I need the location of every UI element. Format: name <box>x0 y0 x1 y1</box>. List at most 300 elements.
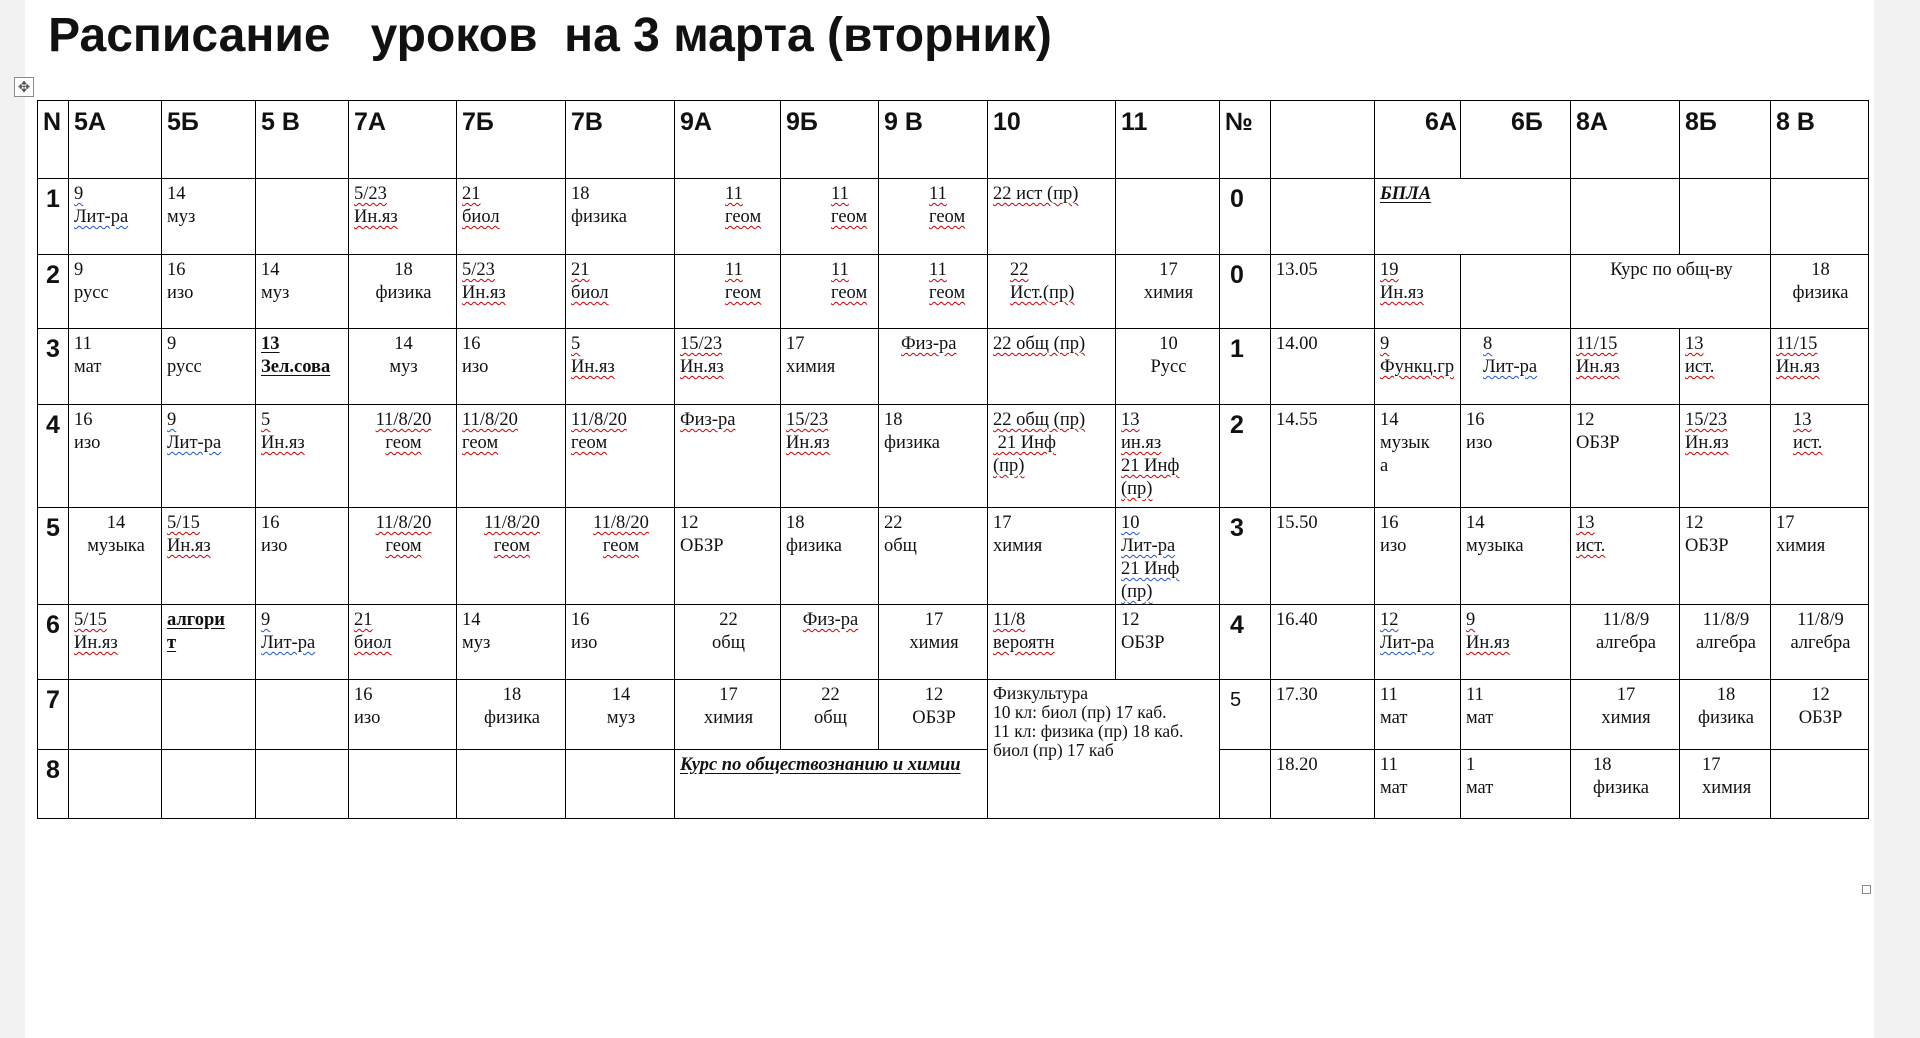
cell-text: 15/23 Ин.яз <box>786 410 830 453</box>
cell-text: 8 Лит-ра <box>1482 334 1538 377</box>
schedule-cell <box>457 329 566 405</box>
schedule-cell <box>1116 255 1220 329</box>
column-header <box>69 101 162 179</box>
cell-text: 10 Русс <box>1150 334 1187 377</box>
cell-text: 17 химия <box>786 334 836 377</box>
column-header <box>1375 101 1461 179</box>
schedule-cell <box>566 405 675 508</box>
cell-text: 5/23 Ин.яз <box>462 260 506 303</box>
cell-text: 9 русс <box>167 334 202 377</box>
cell-text: 22 общ (пр) 21 Инф (пр) <box>993 410 1086 476</box>
lesson-number <box>38 179 69 255</box>
second-shift-number <box>1220 680 1271 750</box>
time-label: 16.40 <box>1276 610 1318 630</box>
time-label: 14.00 <box>1276 334 1318 354</box>
cell-text: 16 изо <box>354 685 381 728</box>
cell-text: 5 Ин.яз <box>261 410 305 453</box>
schedule-cell <box>1375 329 1461 405</box>
lesson-number-label: 5 <box>46 514 60 542</box>
lesson-number-label: 2 <box>46 261 60 289</box>
schedule-cell <box>1770 680 1868 750</box>
cell-text: 18 физика <box>571 184 628 227</box>
cell-text: 11 геом <box>831 260 868 303</box>
column-header-label: 10 <box>993 108 1021 136</box>
schedule-cell <box>675 680 781 750</box>
cell-text: 18 физика <box>786 513 843 556</box>
course-merged-cell <box>1375 179 1571 255</box>
cell-text: 13 ист. <box>1684 334 1715 377</box>
cell-text: 17 химия <box>1601 685 1651 728</box>
schedule-cell <box>1770 255 1868 329</box>
table-row <box>38 329 1869 405</box>
column-header-label: 9А <box>680 108 712 136</box>
cell-text: 13 ин.яз 21 Инф (пр) <box>1121 410 1180 499</box>
cell-text: 17 химия <box>1701 755 1752 798</box>
schedule-cell <box>675 329 781 405</box>
cell-text: БПЛА <box>1380 184 1432 204</box>
cell-text: 18 физика <box>1697 685 1754 728</box>
schedule-cell <box>162 405 256 508</box>
second-shift-number <box>1220 405 1271 508</box>
schedule-cell <box>1116 179 1220 255</box>
cell-text: 15/23 Ин.яз <box>680 334 724 377</box>
schedule-cell <box>1679 405 1770 508</box>
lesson-number-label: 6 <box>46 611 60 639</box>
schedule-cell <box>162 605 256 680</box>
cell-text: 22 общ <box>884 513 917 556</box>
cell-text: 14 муз <box>167 184 196 227</box>
cell-text: 14 музык а <box>1380 410 1430 476</box>
table-resize-handle[interactable] <box>1862 885 1871 894</box>
second-shift-number <box>1220 179 1271 255</box>
schedule-cell <box>781 508 879 605</box>
cell-text: 17 химия <box>909 610 959 653</box>
cell-text: 14 музыка <box>87 513 145 556</box>
schedule-cell <box>256 508 349 605</box>
cell-text: 22 общ <box>814 685 847 728</box>
cell-text: 21 биол <box>462 184 500 227</box>
schedule-cell <box>1460 750 1570 819</box>
schedule-table <box>37 100 1869 819</box>
schedule-cell <box>69 680 162 750</box>
schedule-cell <box>1770 405 1868 508</box>
cell-text: 16 изо <box>1380 513 1407 556</box>
schedule-cell <box>162 508 256 605</box>
schedule-cell <box>349 680 457 750</box>
schedule-cell <box>781 255 879 329</box>
schedule-cell <box>256 255 349 329</box>
schedule-cell <box>457 750 566 819</box>
schedule-cell <box>349 605 457 680</box>
cell-text: 16 изо <box>1465 410 1493 453</box>
cell-text: 11/8/20 геом <box>593 513 649 556</box>
column-header <box>349 101 457 179</box>
page-title: Расписание уроков на 3 марта (вторник) <box>48 9 1052 62</box>
cell-text: 9 Лит-ра <box>167 410 222 453</box>
cell-text: 14 муз <box>606 685 636 728</box>
cell-text: 10 Лит-ра 21 Инф (пр) <box>1121 513 1180 602</box>
schedule-cell <box>988 605 1116 680</box>
pe-merged-cell <box>988 680 1220 819</box>
column-header-label: 5 В <box>261 108 300 136</box>
column-header-label: 6А <box>1425 108 1457 136</box>
cell-text: 5/23 Ин.яз <box>354 184 398 227</box>
cell-text: 12 Лит-ра <box>1380 610 1435 653</box>
schedule-cell <box>879 405 988 508</box>
schedule-cell <box>566 750 675 819</box>
table-move-handle-icon[interactable]: ✥ <box>14 77 34 97</box>
cell-text: 5/15 Ин.яз <box>74 610 118 653</box>
second-shift-number-label: 5 <box>1230 689 1242 711</box>
schedule-cell <box>256 329 349 405</box>
schedule-cell <box>162 255 256 329</box>
table-row <box>38 405 1869 508</box>
cell-text: Курс по общ-ву <box>1610 260 1733 280</box>
schedule-cell <box>457 179 566 255</box>
schedule-cell <box>675 405 781 508</box>
table-row <box>38 750 1869 819</box>
cell-text: 11 геом <box>725 260 762 303</box>
time-label: 18.20 <box>1276 755 1318 775</box>
column-header <box>457 101 566 179</box>
schedule-cell <box>349 405 457 508</box>
time-cell <box>1271 508 1375 605</box>
column-header-label: 7Б <box>462 108 494 136</box>
cell-text: 13 ист. <box>1575 513 1606 556</box>
second-shift-number <box>1220 329 1271 405</box>
cell-text: 17 химия <box>1775 513 1826 556</box>
lesson-number-label: 4 <box>46 411 60 439</box>
time-label: 14.55 <box>1276 410 1318 430</box>
lesson-number <box>38 508 69 605</box>
lesson-number <box>38 605 69 680</box>
schedule-cell <box>675 605 781 680</box>
cell-text: 12 ОБЗР <box>1798 685 1843 728</box>
column-header-label: 9 В <box>884 108 923 136</box>
column-header <box>1460 101 1570 179</box>
column-header <box>879 101 988 179</box>
table-row <box>38 605 1869 680</box>
cell-text: 9 Функц.гр <box>1380 334 1455 377</box>
cell-text: 16 изо <box>462 334 489 377</box>
table-row <box>38 508 1869 605</box>
cell-text: 17 химия <box>1143 260 1194 303</box>
schedule-cell <box>1570 405 1679 508</box>
cell-text: 11/8 вероятн <box>993 610 1055 653</box>
schedule-cell <box>349 750 457 819</box>
schedule-cell <box>1375 605 1461 680</box>
schedule-cell <box>675 255 781 329</box>
cell-text: 18 физика <box>483 685 540 728</box>
cell-text: 11/8/20 геом <box>462 410 518 453</box>
lesson-number <box>38 750 69 819</box>
schedule-cell <box>1116 329 1220 405</box>
cell-text: Физ-ра <box>680 410 736 430</box>
cell-text: 11 геом <box>831 184 868 227</box>
column-header <box>1570 101 1679 179</box>
schedule-cell <box>988 405 1116 508</box>
cell-text: 5 Ин.яз <box>571 334 615 377</box>
schedule-cell <box>675 179 781 255</box>
schedule-cell <box>1770 508 1868 605</box>
schedule-cell <box>988 329 1116 405</box>
schedule-cell <box>1679 680 1770 750</box>
schedule-body <box>38 101 1869 819</box>
cell-text: 18 физика <box>1592 755 1649 798</box>
time-cell <box>1271 179 1375 255</box>
second-shift-number <box>1220 255 1271 329</box>
schedule-cell <box>1460 508 1570 605</box>
cell-text: 16 изо <box>261 513 288 556</box>
schedule-cell <box>256 680 349 750</box>
schedule-cell <box>1460 605 1570 680</box>
time-label: 17.30 <box>1276 685 1318 705</box>
cell-text: 11/15 Ин.яз <box>1775 334 1820 377</box>
column-header <box>1679 101 1770 179</box>
schedule-cell <box>879 179 988 255</box>
lesson-number-label: 1 <box>46 185 60 213</box>
time-cell <box>1271 255 1375 329</box>
column-header-label: 8Б <box>1684 108 1717 136</box>
cell-text: Физ-ра <box>802 610 859 630</box>
cell-text: алгори т <box>167 610 225 653</box>
schedule-cell <box>349 508 457 605</box>
column-header <box>781 101 879 179</box>
lesson-number-label: 3 <box>46 335 60 363</box>
column-header <box>162 101 256 179</box>
schedule-cell <box>566 329 675 405</box>
header-row <box>38 101 1869 179</box>
cell-text: 12 ОБЗР <box>1575 410 1620 453</box>
column-header <box>1220 101 1271 179</box>
time-label: 15.50 <box>1276 513 1318 533</box>
schedule-cell <box>69 508 162 605</box>
schedule-cell <box>162 179 256 255</box>
cell-text: 14 муз <box>462 610 491 653</box>
schedule-cell <box>1679 179 1770 255</box>
schedule-cell <box>256 405 349 508</box>
cell-text: 21 биол <box>571 260 609 303</box>
schedule-cell <box>69 750 162 819</box>
cell-text: 18 физика <box>884 410 941 453</box>
schedule-cell <box>162 329 256 405</box>
cell-text: 21 биол <box>354 610 392 653</box>
schedule-cell <box>566 680 675 750</box>
schedule-cell <box>457 508 566 605</box>
cell-text: 12 ОБЗР <box>680 513 724 556</box>
cell-text: 22 Ист.(пр) <box>1010 260 1075 303</box>
schedule-cell <box>1570 255 1770 329</box>
schedule-cell <box>781 680 879 750</box>
schedule-cell <box>1116 508 1220 605</box>
schedule-cell <box>69 329 162 405</box>
column-header-label: 7А <box>354 108 386 136</box>
cell-text: 5/15 Ин.яз <box>167 513 211 556</box>
time-cell <box>1271 680 1375 750</box>
schedule-cell <box>675 750 988 819</box>
schedule-cell <box>1460 405 1570 508</box>
schedule-cell <box>256 750 349 819</box>
cell-text: 9 Лит-ра <box>261 610 316 653</box>
schedule-cell <box>781 605 879 680</box>
column-header-label: 11 <box>1121 108 1148 136</box>
cell-text: 16 изо <box>167 260 194 303</box>
cell-text: 22 общ (пр) <box>993 334 1086 354</box>
cell-text: 11/8/20 геом <box>375 513 432 556</box>
time-cell <box>1271 750 1375 819</box>
schedule-cell <box>349 329 457 405</box>
schedule-cell <box>879 680 988 750</box>
column-header <box>1770 101 1868 179</box>
lesson-number <box>38 680 69 750</box>
cell-text: 17 химия <box>993 513 1043 556</box>
second-shift-number <box>1220 750 1271 819</box>
cell-text: 11 геом <box>929 184 966 227</box>
schedule-cell <box>879 255 988 329</box>
lesson-number-label: 8 <box>46 756 60 784</box>
cell-text: 11/8/20 геом <box>375 410 432 453</box>
schedule-cell <box>1116 405 1220 508</box>
column-header-label: 7В <box>571 108 603 136</box>
column-header <box>1116 101 1220 179</box>
cell-text: 15/23 Ин.яз <box>1684 410 1729 453</box>
time-cell <box>1271 329 1375 405</box>
schedule-cell <box>781 405 879 508</box>
cell-text: 22 ист (пр) <box>993 184 1079 204</box>
schedule-cell <box>1679 508 1770 605</box>
schedule-cell <box>566 179 675 255</box>
cell-text: 12 ОБЗР <box>912 685 956 728</box>
schedule-cell <box>1375 680 1461 750</box>
schedule-cell <box>1375 508 1461 605</box>
column-header <box>988 101 1116 179</box>
column-header-label: 5Б <box>167 108 199 136</box>
cell-text: 14 муз <box>261 260 290 303</box>
schedule-cell <box>1570 605 1679 680</box>
schedule-cell <box>879 329 988 405</box>
column-header-label: 8 В <box>1775 108 1815 136</box>
lesson-number <box>38 329 69 405</box>
cell-text: 1 мат <box>1465 755 1494 798</box>
schedule-cell <box>988 179 1116 255</box>
cell-text: 17 химия <box>703 685 754 728</box>
schedule-cell <box>162 750 256 819</box>
second-shift-number-label: 1 <box>1230 335 1244 363</box>
schedule-cell <box>1770 329 1868 405</box>
second-shift-number <box>1220 508 1271 605</box>
column-header-label: N <box>43 108 62 136</box>
cell-text: 11/8/9 алгебра <box>1595 610 1656 653</box>
table-row <box>38 680 1869 750</box>
cell-text: 11 мат <box>74 334 102 377</box>
schedule-cell <box>566 605 675 680</box>
schedule-cell <box>457 255 566 329</box>
cell-text: 11 мат <box>1380 755 1408 798</box>
column-header <box>1271 101 1375 179</box>
cell-text: 18 физика <box>1792 260 1849 303</box>
column-header-label: 8А <box>1575 108 1608 136</box>
column-header <box>675 101 781 179</box>
schedule-cell <box>256 605 349 680</box>
cell-text: 19 Ин.яз <box>1380 260 1424 303</box>
table-row <box>38 179 1869 255</box>
cell-text: 14 муз <box>389 334 418 377</box>
second-shift-number-label: 4 <box>1230 611 1244 639</box>
schedule-cell <box>566 508 675 605</box>
schedule-cell <box>1460 329 1570 405</box>
time-cell <box>1271 405 1375 508</box>
lesson-number-label: 7 <box>46 686 60 714</box>
cell-text: 9 русс <box>74 260 109 303</box>
schedule-cell <box>69 605 162 680</box>
cell-text: 11/8/9 алгебра <box>1790 610 1851 653</box>
schedule-cell <box>162 680 256 750</box>
schedule-cell <box>1679 605 1770 680</box>
schedule-cell <box>1460 680 1570 750</box>
schedule-cell <box>1460 255 1570 329</box>
schedule-cell <box>988 508 1116 605</box>
cell-text: 11 геом <box>725 184 762 227</box>
cell-text: 11/8/20 геом <box>571 410 627 453</box>
cell-text: 11/8/9 алгебра <box>1695 610 1756 653</box>
time-label: 13.05 <box>1276 260 1318 280</box>
schedule-cell <box>69 405 162 508</box>
cell-text: Физкультура 10 кл: биол (пр) 17 каб. 11 кл: физика (пр) 18 каб. биол (пр) 17 каб <box>993 683 1184 760</box>
table-row <box>38 255 1869 329</box>
cell-text: 16 изо <box>74 410 101 453</box>
cell-text: 11 мат <box>1380 685 1408 728</box>
schedule-cell <box>69 255 162 329</box>
schedule-cell <box>566 255 675 329</box>
schedule-cell <box>1770 605 1868 680</box>
schedule-cell <box>256 179 349 255</box>
cell-text: 11/8/20 геом <box>484 513 540 556</box>
column-header-label: № <box>1225 108 1253 136</box>
cell-text: 13 Зел.сова <box>261 334 331 377</box>
schedule-cell <box>1570 680 1679 750</box>
cell-text: 16 изо <box>571 610 598 653</box>
cell-text: 11 мат <box>1465 685 1494 728</box>
cell-text: 14 музыка <box>1465 513 1524 556</box>
cell-text: 22 общ <box>712 610 745 653</box>
column-header-label: 6Б <box>1510 108 1543 136</box>
lesson-number <box>38 405 69 508</box>
lesson-number <box>38 255 69 329</box>
time-cell <box>1271 605 1375 680</box>
schedule-cell <box>1770 179 1868 255</box>
schedule-cell <box>457 680 566 750</box>
cell-text: 12 ОБЗР <box>1121 610 1165 653</box>
schedule-cell <box>1679 750 1770 819</box>
schedule-cell <box>1375 255 1461 329</box>
schedule-cell <box>1375 750 1461 819</box>
cell-text: 9 Ин.яз <box>1465 610 1510 653</box>
cell-text: Физ-ра <box>901 334 957 354</box>
cell-text: 11 геом <box>929 260 966 303</box>
schedule-cell <box>1570 508 1679 605</box>
schedule-cell <box>879 605 988 680</box>
schedule-cell <box>1570 179 1679 255</box>
schedule-cell <box>1375 405 1461 508</box>
schedule-cell <box>69 179 162 255</box>
cell-text: Курс по обществознанию и химии <box>680 755 961 775</box>
schedule-cell <box>1570 329 1679 405</box>
cell-text: 9 Лит-ра <box>74 184 129 227</box>
second-shift-number-label: 3 <box>1230 514 1244 542</box>
second-shift-number-label: 0 <box>1230 261 1244 289</box>
cell-text: 12 ОБЗР <box>1684 513 1729 556</box>
schedule-cell <box>349 179 457 255</box>
